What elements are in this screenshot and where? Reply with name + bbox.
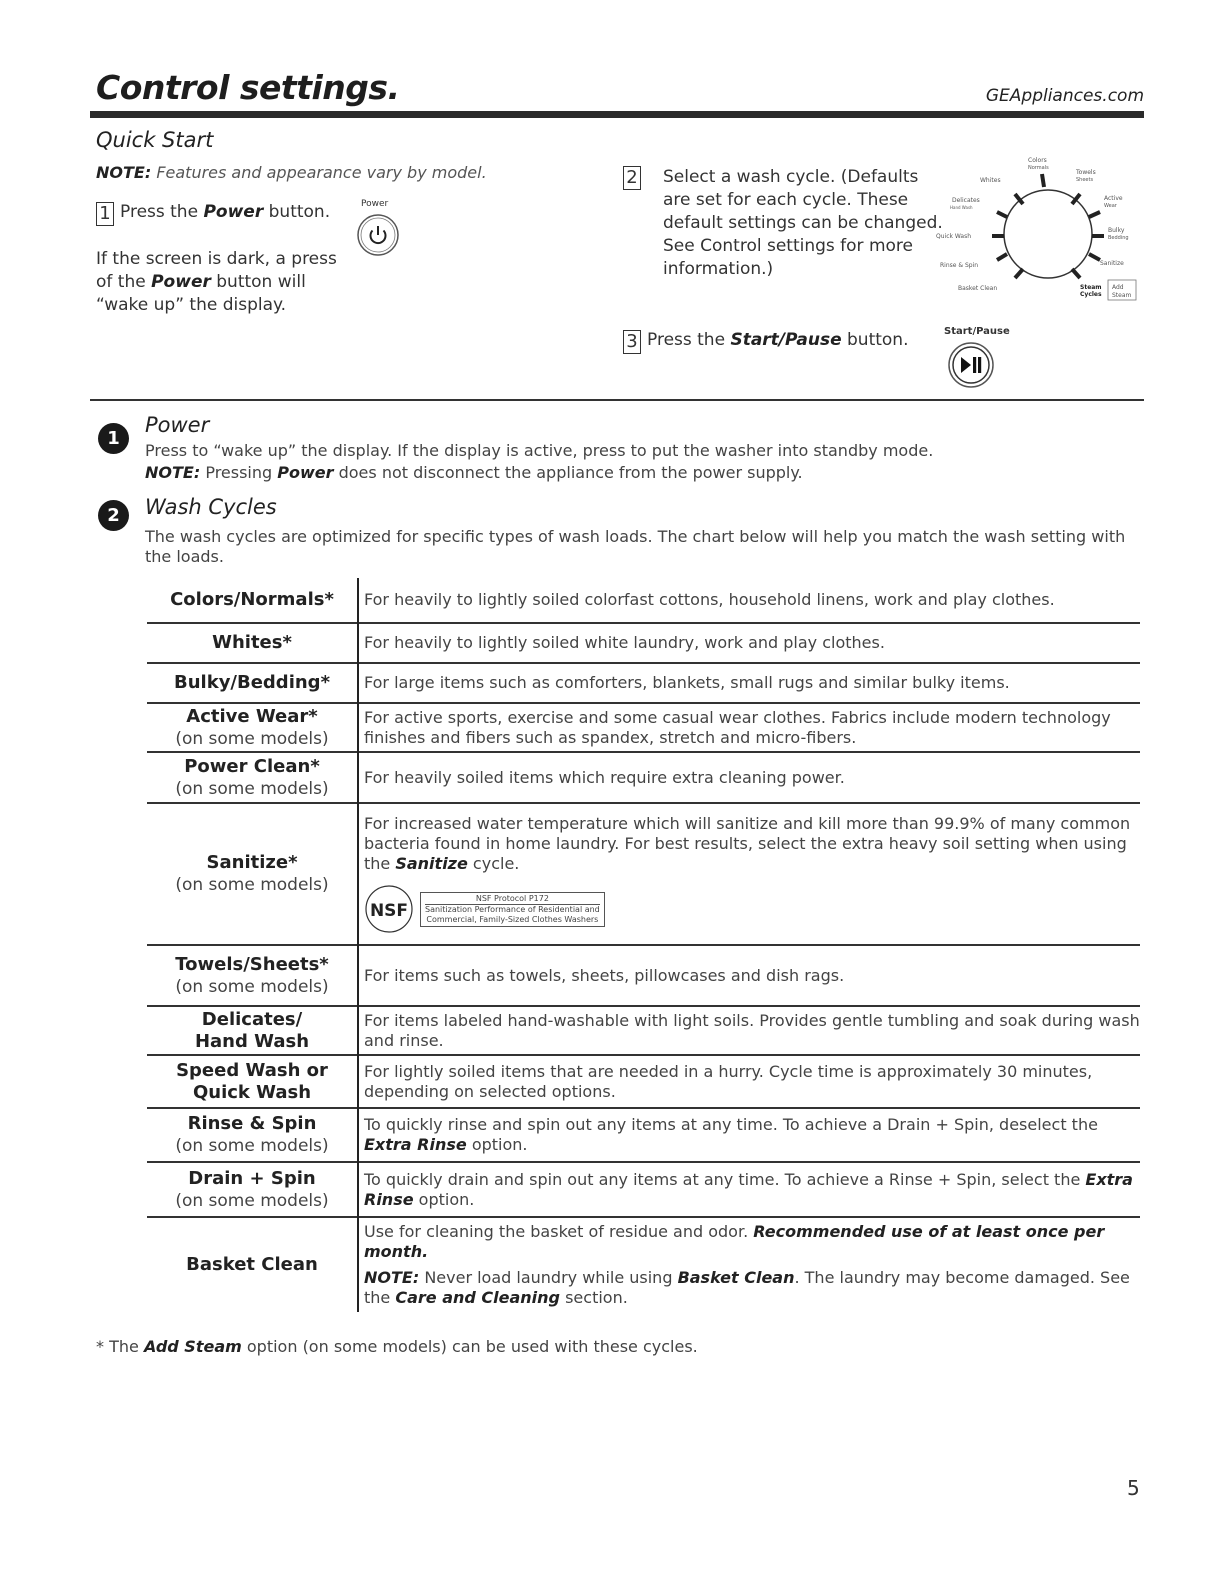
power-button-icon bbox=[356, 213, 400, 257]
dial-label-steam-option: Steam bbox=[1112, 292, 1132, 299]
cycle-name: Delicates/ bbox=[201, 1008, 303, 1030]
power-note-post: does not disconnect the appliance from the power supply. bbox=[333, 463, 803, 482]
basket-note-bold2: Care and Cleaning bbox=[395, 1288, 560, 1307]
cycle-name-cell bbox=[147, 945, 358, 1006]
cycle-name: Active Wear* bbox=[186, 705, 318, 727]
basket-note-mid: . The laundry may become damaged. See the bbox=[364, 1268, 1130, 1307]
cycle-name: Speed Wash or bbox=[176, 1059, 328, 1081]
footnote-bold: Add Steam bbox=[143, 1337, 242, 1356]
nsf-protocol-line3: Commercial, Family-Sized Clothes Washers bbox=[426, 914, 599, 924]
drain-desc-post: option. bbox=[413, 1189, 475, 1209]
basket-clean-desc bbox=[364, 1222, 1140, 1262]
basket-desc-pre: Use for cleaning the basket of residue and odor. bbox=[364, 1222, 754, 1241]
cycle-name-cell bbox=[147, 803, 358, 945]
dial-label-rinse-spin: Rinse & Spin bbox=[940, 262, 979, 269]
section-2-number: 2 bbox=[107, 505, 120, 526]
section-divider bbox=[90, 399, 1144, 401]
cycle-name-cell bbox=[147, 578, 358, 623]
table-row bbox=[147, 1217, 1140, 1312]
cycle-name-cell bbox=[147, 1217, 358, 1312]
note-label: NOTE: bbox=[96, 163, 152, 182]
step-2 bbox=[623, 166, 943, 281]
wash-cycles-table bbox=[147, 578, 1140, 1312]
drain-desc-bold: Extra Rinse bbox=[364, 1169, 1133, 1209]
nsf-protocol-box bbox=[420, 892, 605, 927]
dial-label-towels: Towels bbox=[1076, 169, 1096, 176]
cycle-name: Basket Clean bbox=[186, 1254, 318, 1275]
nsf-logo-icon bbox=[364, 884, 414, 934]
cycle-desc: For items labeled hand-washable with light soils. Provides gentle tumbling and soak during wash and rinse. bbox=[364, 1010, 1140, 1050]
table-row bbox=[147, 703, 1140, 752]
rinse-desc-pre: To quickly rinse and spin out any items at any time. To achieve a Drain + Spin, deselect the bbox=[364, 1115, 1098, 1134]
table-row bbox=[147, 1055, 1140, 1108]
section-1-number: 1 bbox=[107, 428, 120, 449]
wash-cycles-intro: The wash cycles are optimized for specific types of wash loads. The chart below will help you match the wash setting with the loads. bbox=[145, 527, 1126, 566]
cycle-sub: (on some models) bbox=[175, 778, 329, 799]
table-row bbox=[147, 578, 1140, 623]
cycle-sub: (on some models) bbox=[175, 1136, 329, 1156]
step-1-extra-pre: If the screen is dark, a press of the bbox=[96, 249, 337, 292]
cycle-desc: For lightly soiled items that are needed in a hurry. Cycle time is approximately 30 minutes, depending on selected options. bbox=[364, 1061, 1093, 1101]
cycle-name-cell bbox=[147, 1108, 358, 1162]
power-note-bold: Power bbox=[277, 463, 334, 482]
nsf-certification bbox=[364, 884, 1140, 934]
quick-start-heading: Quick Start bbox=[96, 128, 214, 152]
table-row bbox=[147, 1162, 1140, 1217]
dial-label-steam: Steam bbox=[1080, 284, 1102, 291]
header-rule bbox=[90, 111, 1144, 118]
nsf-protocol-line1: NSF Protocol P172 bbox=[425, 894, 600, 905]
cycle-dial-icon bbox=[930, 152, 1150, 307]
dial-label-whites: Whites bbox=[980, 177, 1001, 184]
cycle-name: Sanitize* bbox=[206, 852, 298, 873]
cycle-name-cell bbox=[147, 1006, 358, 1055]
cycle-desc bbox=[358, 803, 1140, 945]
cycle-name-cell bbox=[147, 663, 358, 703]
sanitize-desc bbox=[364, 814, 1140, 874]
start-pause-button-icon bbox=[944, 340, 998, 388]
dial-label-delicates: Delicates bbox=[952, 197, 980, 204]
step-1-post: button. bbox=[263, 202, 331, 222]
step-3-post: button. bbox=[841, 330, 909, 350]
website-url: GEAppliances.com bbox=[985, 86, 1144, 106]
basket-note-bold: Basket Clean bbox=[677, 1268, 795, 1287]
rinse-desc-post: option. bbox=[466, 1135, 528, 1154]
table-row bbox=[147, 752, 1140, 803]
sanitize-desc-bold: Sanitize bbox=[395, 854, 468, 873]
dial-label-bedding: Bedding bbox=[1108, 235, 1129, 241]
power-button-label: Power bbox=[361, 199, 389, 209]
step-1-bold: Power bbox=[203, 202, 264, 222]
page-title: Control settings. bbox=[96, 68, 400, 107]
footnote-star: * The bbox=[96, 1337, 144, 1356]
start-pause-label: Start/Pause bbox=[944, 326, 1010, 337]
table-row bbox=[147, 1108, 1140, 1162]
cycle-name: Rinse & Spin bbox=[187, 1113, 317, 1134]
dial-label-cycles: Cycles bbox=[1080, 291, 1102, 298]
cycle-name-cell bbox=[147, 703, 358, 752]
cycle-sub: (on some models) bbox=[175, 976, 329, 997]
step-1-pre: Press the bbox=[120, 202, 204, 222]
cycle-name: Whites* bbox=[212, 632, 292, 653]
step-1-number: 1 bbox=[96, 202, 114, 226]
step-3 bbox=[623, 330, 909, 354]
table-row bbox=[147, 1006, 1140, 1055]
step-1 bbox=[96, 202, 330, 226]
cycle-name: Power Clean* bbox=[184, 755, 320, 777]
cycle-desc bbox=[358, 1217, 1140, 1312]
basket-desc-bold: Recommended use of at least once per month. bbox=[364, 1222, 1105, 1261]
table-row bbox=[147, 623, 1140, 663]
cycle-desc bbox=[358, 1162, 1140, 1217]
cycle-sub: (on some models) bbox=[175, 728, 329, 749]
power-note-label: NOTE: bbox=[145, 463, 201, 482]
quick-start-note bbox=[96, 163, 487, 182]
step-3-pre: Press the bbox=[647, 330, 731, 350]
cycle-name-line2: Hand Wash bbox=[194, 1030, 310, 1052]
cycle-desc: For heavily to lightly soiled white laundry, work and play clothes. bbox=[364, 633, 885, 652]
dial-label-normals: Normals bbox=[1028, 165, 1049, 171]
section-2-badge-icon bbox=[98, 500, 129, 531]
step-1-extra-bold: Power bbox=[151, 272, 211, 292]
step-2-text: Select a wash cycle. (Defaults are set for each cycle. These default settings can be changed. See Control settings for more information.) bbox=[663, 167, 943, 279]
cycle-sub: (on some models) bbox=[175, 875, 329, 895]
table-row bbox=[147, 945, 1140, 1006]
cycle-desc: For items such as towels, sheets, pillowcases and dish rags. bbox=[364, 965, 845, 985]
power-section-note bbox=[145, 462, 1105, 484]
power-section-body bbox=[145, 440, 1105, 484]
power-section-title: Power bbox=[145, 413, 210, 437]
wash-cycles-title: Wash Cycles bbox=[145, 495, 277, 519]
basket-note-post: section. bbox=[560, 1288, 628, 1307]
basket-clean-note bbox=[364, 1268, 1140, 1308]
sanitize-desc-pre: For increased water temperature which will sanitize and kill more than 99.9% of many common bacteria found in home laundry. For best results, select the extra heavy soil setting when using the bbox=[364, 814, 1131, 873]
cycle-name: Colors/Normals* bbox=[170, 589, 334, 610]
cycle-name-line2: Quick Wash bbox=[192, 1081, 312, 1103]
note-text: Features and appearance vary by model. bbox=[151, 163, 487, 182]
nsf-logo-text: NSF bbox=[369, 901, 409, 921]
power-section-line1: Press to “wake up” the display. If the display is active, press to put the washer into standby mode. bbox=[145, 441, 934, 460]
cycle-name: Bulky/Bedding* bbox=[174, 672, 330, 693]
page-number: 5 bbox=[1127, 1476, 1140, 1500]
rinse-desc-bold: Extra Rinse bbox=[364, 1135, 467, 1154]
nsf-protocol-line2: Sanitization Performance of Residential and bbox=[425, 904, 600, 914]
cycle-name: Towels/Sheets* bbox=[175, 953, 329, 975]
cycle-sub: (on some models) bbox=[175, 1190, 329, 1211]
dial-label-basket-clean: Basket Clean bbox=[958, 285, 998, 292]
sanitize-desc-post: cycle. bbox=[467, 854, 520, 873]
cycle-name-cell bbox=[147, 623, 358, 663]
cycle-desc bbox=[358, 1108, 1140, 1162]
cycle-desc: For large items such as comforters, blankets, small rugs and similar bulky items. bbox=[364, 673, 1010, 692]
footnote-post: option (on some models) can be used with these cycles. bbox=[241, 1337, 698, 1356]
section-1-badge-icon bbox=[98, 423, 129, 454]
dial-label-active: Active bbox=[1104, 195, 1123, 202]
step-3-number: 3 bbox=[623, 330, 641, 354]
basket-note-pre: Never load laundry while using bbox=[419, 1268, 678, 1287]
dial-label-hand-wash: Hand Wash bbox=[950, 205, 973, 210]
cycle-name: Drain + Spin bbox=[188, 1167, 316, 1189]
cycle-name-cell bbox=[147, 1162, 358, 1217]
power-note-pre: Pressing bbox=[200, 463, 278, 482]
dial-label-quick-wash: Quick Wash bbox=[936, 233, 972, 240]
dial-label-wear: Wear bbox=[1104, 203, 1117, 209]
add-steam-footnote bbox=[96, 1337, 698, 1356]
cycle-desc: For active sports, exercise and some casual wear clothes. Fabrics include modern technology finishes and fibers such as spandex, stretch and micro-fibers. bbox=[364, 707, 1111, 747]
dial-label-colors: Colors bbox=[1028, 157, 1047, 164]
table-row bbox=[147, 803, 1140, 945]
step-2-number: 2 bbox=[623, 166, 641, 190]
dial-label-sanitize: Sanitize bbox=[1100, 260, 1124, 267]
dial-label-bulky: Bulky bbox=[1108, 227, 1125, 234]
drain-desc-pre: To quickly drain and spin out any items at any time. To achieve a Rinse + Spin, select the bbox=[364, 1169, 1086, 1189]
step-3-bold: Start/Pause bbox=[730, 330, 842, 350]
table-row bbox=[147, 663, 1140, 703]
cycle-desc: For heavily soiled items which require extra cleaning power. bbox=[364, 767, 845, 787]
cycle-name-cell bbox=[147, 1055, 358, 1108]
cycle-desc: For heavily to lightly soiled colorfast cottons, household linens, work and play clothes. bbox=[364, 590, 1055, 609]
dial-label-sheets: Sheets bbox=[1076, 177, 1094, 183]
basket-note-label: NOTE: bbox=[364, 1268, 420, 1287]
step-1-extra bbox=[96, 248, 346, 317]
cycle-name-cell bbox=[147, 752, 358, 803]
step-1-extra-post: button will “wake up” the display. bbox=[96, 272, 306, 315]
dial-label-add: Add bbox=[1112, 284, 1124, 291]
